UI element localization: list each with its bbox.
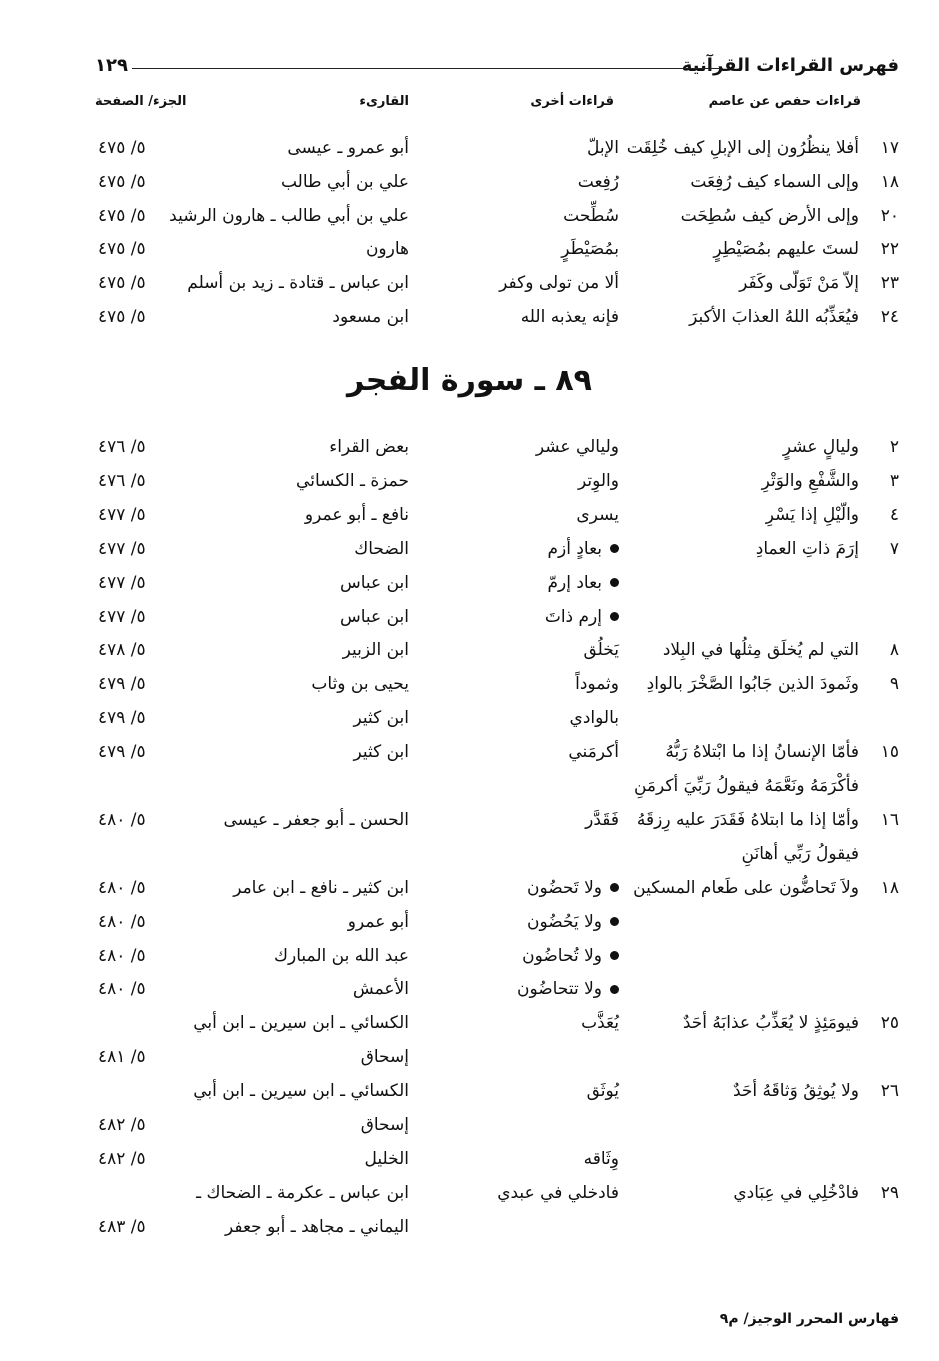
hafs-reading: فيقولُ رَبِّي أهانَنِ: [741, 843, 859, 864]
ayah-number: ١٨: [880, 877, 899, 898]
ayah-number: ٢٥: [880, 1013, 899, 1034]
other-reading: وِثَاقه: [583, 1148, 619, 1169]
hafs-reading: وليالٍ عشرٍ: [782, 437, 859, 457]
hafs-reading: ولا يُوثِقُ وَثاقَهُ أحَدٌ: [732, 1081, 859, 1102]
hafs-reading: فيُعَذِّبُه اللهُ العذابَ الأكبرَ: [689, 307, 859, 327]
table-row: [0, 1176, 939, 1210]
table-row: [0, 701, 939, 735]
reader-name: ابن عباس ـ عكرمة ـ الضحاك ـ: [196, 1182, 409, 1203]
volume-page-ref: ٥/ ٤٧٧: [98, 572, 146, 593]
volume-page-ref: ٥/ ٤٧٦: [98, 437, 146, 457]
table-row: [0, 972, 939, 1006]
table-row: [0, 1074, 939, 1108]
volume-page-ref: ٥/ ٤٨٠: [98, 877, 146, 898]
ayah-number: ٧: [889, 538, 899, 559]
ayah-number: ١٧: [880, 138, 899, 158]
table-row: [0, 232, 939, 266]
bullet-icon: [610, 883, 619, 892]
ayah-number: ٢٢: [880, 239, 899, 260]
hafs-reading: فيومَئِذٍ لا يُعَذِّبُ عذابَهُ أحَدٌ: [682, 1013, 859, 1034]
ayah-number: ٢٣: [880, 273, 899, 294]
other-reading: وثموداً: [575, 674, 619, 695]
volume-page-ref: ٥/ ٤٧٩: [98, 742, 146, 763]
other-reading: سُطِّحت: [563, 205, 619, 226]
volume-page-ref: ٥/ ٤٧٦: [98, 470, 146, 491]
ayah-number: ٢٦: [880, 1081, 899, 1102]
table-row: [0, 667, 939, 701]
other-reading: ولا تتحاضُون: [517, 972, 619, 1006]
volume-page-ref: ٥/ ٤٧٧: [98, 538, 146, 559]
volume-page-ref: ٥/ ٤٨١: [98, 1047, 146, 1068]
ayah-number: ٢: [889, 437, 899, 457]
table-row: [0, 600, 939, 634]
reader-name: الأعمش: [352, 979, 409, 1000]
other-reading: فإنه يعذبه الله: [520, 307, 619, 327]
table-row: [0, 566, 939, 600]
table-row: [0, 1210, 939, 1244]
table-row: [0, 871, 939, 905]
hafs-reading: والشَّفْعِ والوَتْرِ: [761, 470, 859, 491]
hafs-reading: وإلى السماء كيف رُفِعَت: [690, 171, 859, 192]
volume-page-ref: ٥/ ٤٨٠: [98, 911, 146, 932]
table-row: [0, 1142, 939, 1176]
page-number: ١٢٩: [95, 55, 128, 76]
table-row: [0, 633, 939, 667]
table-row: [0, 1040, 939, 1074]
table-row: [0, 199, 939, 233]
other-reading: إرم ذاتَ: [545, 600, 619, 634]
reader-name: عبد الله بن المبارك: [274, 945, 409, 966]
other-reading: يُوثَق: [586, 1081, 619, 1102]
surah-heading: ٨٩ ـ سورة الفجر: [347, 363, 592, 398]
ayah-number: ١٥: [880, 742, 899, 763]
table-row: [0, 300, 939, 334]
volume-page-ref: ٥/ ٤٧٥: [98, 239, 146, 260]
hafs-reading: ولاَ تَحاضُّون على طَعام المسكين: [633, 877, 859, 898]
other-reading: ولا يَحُضُون: [527, 905, 619, 939]
table-row: [0, 1108, 939, 1142]
hafs-reading: والّيْلِ إذا يَسْرِ: [765, 504, 859, 525]
hafs-reading: لستَ عليهم بمُصَيْطِرٍ: [713, 239, 859, 260]
ayah-number: ١٦: [880, 809, 899, 830]
reader-name: الكسائي ـ ابن سيرين ـ ابن أبي: [193, 1081, 409, 1102]
reader-name: إسحاق: [360, 1115, 409, 1135]
ayah-number: ٢٤: [880, 307, 899, 327]
volume-page-ref: ٥/ ٤٧٥: [98, 171, 146, 192]
table-row: [0, 464, 939, 498]
volume-page-ref: ٥/ ٤٨٢: [98, 1115, 146, 1135]
other-reading: بعادٍ أزم: [547, 532, 619, 566]
volume-page-ref: ٥/ ٤٧٨: [98, 640, 146, 661]
hafs-reading: أفلا ينظُرُون إلى الإبلِ كيف خُلِقَت: [626, 138, 859, 158]
reader-name: يحيى بن وثاب: [311, 674, 409, 695]
hafs-reading: وأمّا إذا ما ابتلاهُ فَقَدَرَ عليه رِزقَهُ: [636, 809, 859, 830]
other-reading: يسرى: [576, 504, 619, 525]
volume-page-ref: ٥/ ٤٧٧: [98, 504, 146, 525]
reader-name: ابن كثير: [353, 708, 409, 729]
ayah-number: ٤: [889, 504, 899, 525]
other-reading: وليالي عشر: [535, 437, 619, 457]
volume-page-ref: ٥/ ٤٨٠: [98, 945, 146, 966]
table-row: [0, 131, 939, 165]
ayah-number: ٢٠: [880, 205, 899, 226]
bullet-icon: [610, 578, 619, 587]
col-header-other: قراءات أخرى: [530, 94, 614, 109]
col-header-reader: القارىء: [359, 94, 409, 109]
other-reading: بعاد إرمّ: [547, 566, 619, 600]
other-reading: الإبلّ: [586, 138, 619, 158]
table-row: [0, 430, 939, 464]
volume-page-ref: ٥/ ٤٧٥: [98, 307, 146, 327]
ayah-number: ٩: [889, 674, 899, 695]
table-row: [0, 837, 939, 871]
other-reading: ولا تَحضُون: [527, 871, 619, 905]
other-reading: ولا تُحاضُون: [522, 939, 619, 973]
other-reading: فَقَدَّر: [585, 809, 619, 830]
other-reading: أكرمَني: [568, 742, 619, 763]
other-reading: يُعَذَّب: [581, 1013, 619, 1034]
other-reading: بالوادي: [569, 708, 619, 729]
other-reading: فادخلي في عبدي: [497, 1182, 619, 1203]
reader-name: بعض القراء: [329, 437, 409, 457]
reader-name: ابن الزبير: [342, 640, 409, 661]
reader-name: اليماني ـ مجاهد ـ أبو جعفر: [225, 1216, 409, 1237]
col-header-ref: الجزء/ الصفحة: [95, 94, 187, 109]
other-reading: ألا من تولى وكفر: [499, 273, 619, 294]
reader-name: ابن عباس: [339, 606, 409, 627]
reader-name: إسحاق: [360, 1047, 409, 1068]
reader-name: ابن كثير ـ نافع ـ ابن عامر: [233, 877, 409, 898]
reader-name: أبو عمرو: [347, 911, 409, 932]
reader-name: ابن كثير: [353, 742, 409, 763]
volume-page-ref: ٥/ ٤٨٣: [98, 1216, 146, 1237]
reader-name: هارون: [365, 239, 409, 260]
reader-name: الضحاك: [354, 538, 409, 559]
table-row: [0, 498, 939, 532]
reader-name: حمزة ـ الكسائي: [296, 470, 409, 491]
hafs-reading: إرَمَ ذاتِ العمادِ: [755, 538, 859, 559]
other-reading: رُفِعت: [577, 171, 619, 192]
volume-page-ref: ٥/ ٤٨٠: [98, 979, 146, 1000]
bullet-icon: [610, 951, 619, 960]
bullet-icon: [610, 917, 619, 926]
table-row: [0, 165, 939, 199]
reader-name: الخليل: [364, 1148, 409, 1169]
header-rule: [132, 68, 721, 69]
reader-name: ابن عباس: [339, 572, 409, 593]
hafs-reading: فادْخُلِي في عِبَادي: [733, 1182, 859, 1203]
footer-signature: فهارس المحرر الوجيز/ م٩: [719, 1311, 899, 1327]
hafs-reading: فأكْرَمَهُ ونَعَّمَهُ فيقولُ رَبِّيَ أكرمَنِ: [633, 776, 859, 796]
bullet-icon: [610, 985, 619, 994]
table-row: [0, 939, 939, 973]
table-row: [0, 532, 939, 566]
volume-page-ref: ٥/ ٤٨٢: [98, 1148, 146, 1169]
table-row: [0, 735, 939, 769]
reader-name: علي بن أبي طالب: [280, 171, 409, 192]
volume-page-ref: ٥/ ٤٧٩: [98, 708, 146, 729]
reader-name: الحسن ـ أبو جعفر ـ عيسى: [223, 809, 409, 830]
hafs-reading: التي لم يُخلَق مِثلُها في البِلاد: [662, 640, 859, 661]
table-row: [0, 1006, 939, 1040]
bullet-icon: [610, 544, 619, 553]
reader-name: ابن مسعود: [332, 307, 409, 327]
ayah-number: ٣: [889, 470, 899, 491]
hafs-reading: وإلى الأرض كيف سُطِحَت: [680, 205, 859, 226]
col-header-hafs: قراءات حفص عن عاصم: [708, 94, 861, 109]
other-reading: يَخلُق: [583, 640, 619, 661]
volume-page-ref: ٥/ ٤٨٠: [98, 809, 146, 830]
table-row: [0, 769, 939, 803]
volume-page-ref: ٥/ ٤٧٧: [98, 606, 146, 627]
hafs-reading: فأمّا الإنسانُ إذا ما ابْتلاهُ رَبُّهُ: [665, 742, 859, 763]
volume-page-ref: ٥/ ٤٧٩: [98, 674, 146, 695]
volume-page-ref: ٥/ ٤٧٥: [98, 138, 146, 158]
ayah-number: ١٨: [880, 171, 899, 192]
volume-page-ref: ٥/ ٤٧٥: [98, 205, 146, 226]
other-reading: والوِتر: [577, 470, 619, 491]
bullet-icon: [610, 612, 619, 621]
table-row: [0, 266, 939, 300]
ayah-number: ٨: [889, 640, 899, 661]
hafs-reading: وثَمودَ الذين جَابُوا الصَّخْرَ بالوادِ: [646, 674, 859, 695]
other-reading: بمُصَيْطَرٍ: [561, 239, 619, 260]
table-row: [0, 803, 939, 837]
reader-name: الكسائي ـ ابن سيرين ـ ابن أبي: [193, 1013, 409, 1034]
table-row: [0, 905, 939, 939]
volume-page-ref: ٥/ ٤٧٥: [98, 273, 146, 294]
running-title: فهرس القراءات القرآنية: [681, 55, 899, 76]
reader-name: نافع ـ أبو عمرو: [304, 504, 409, 525]
reader-name: علي بن أبي طالب ـ هارون الرشيد: [169, 205, 409, 226]
reader-name: أبو عمرو ـ عيسى: [287, 138, 409, 158]
hafs-reading: إلاّ مَنْ تَوَلّى وكَفَر: [739, 273, 859, 294]
reader-name: ابن عباس ـ قتادة ـ زيد بن أسلم: [187, 273, 409, 294]
ayah-number: ٢٩: [880, 1182, 899, 1203]
